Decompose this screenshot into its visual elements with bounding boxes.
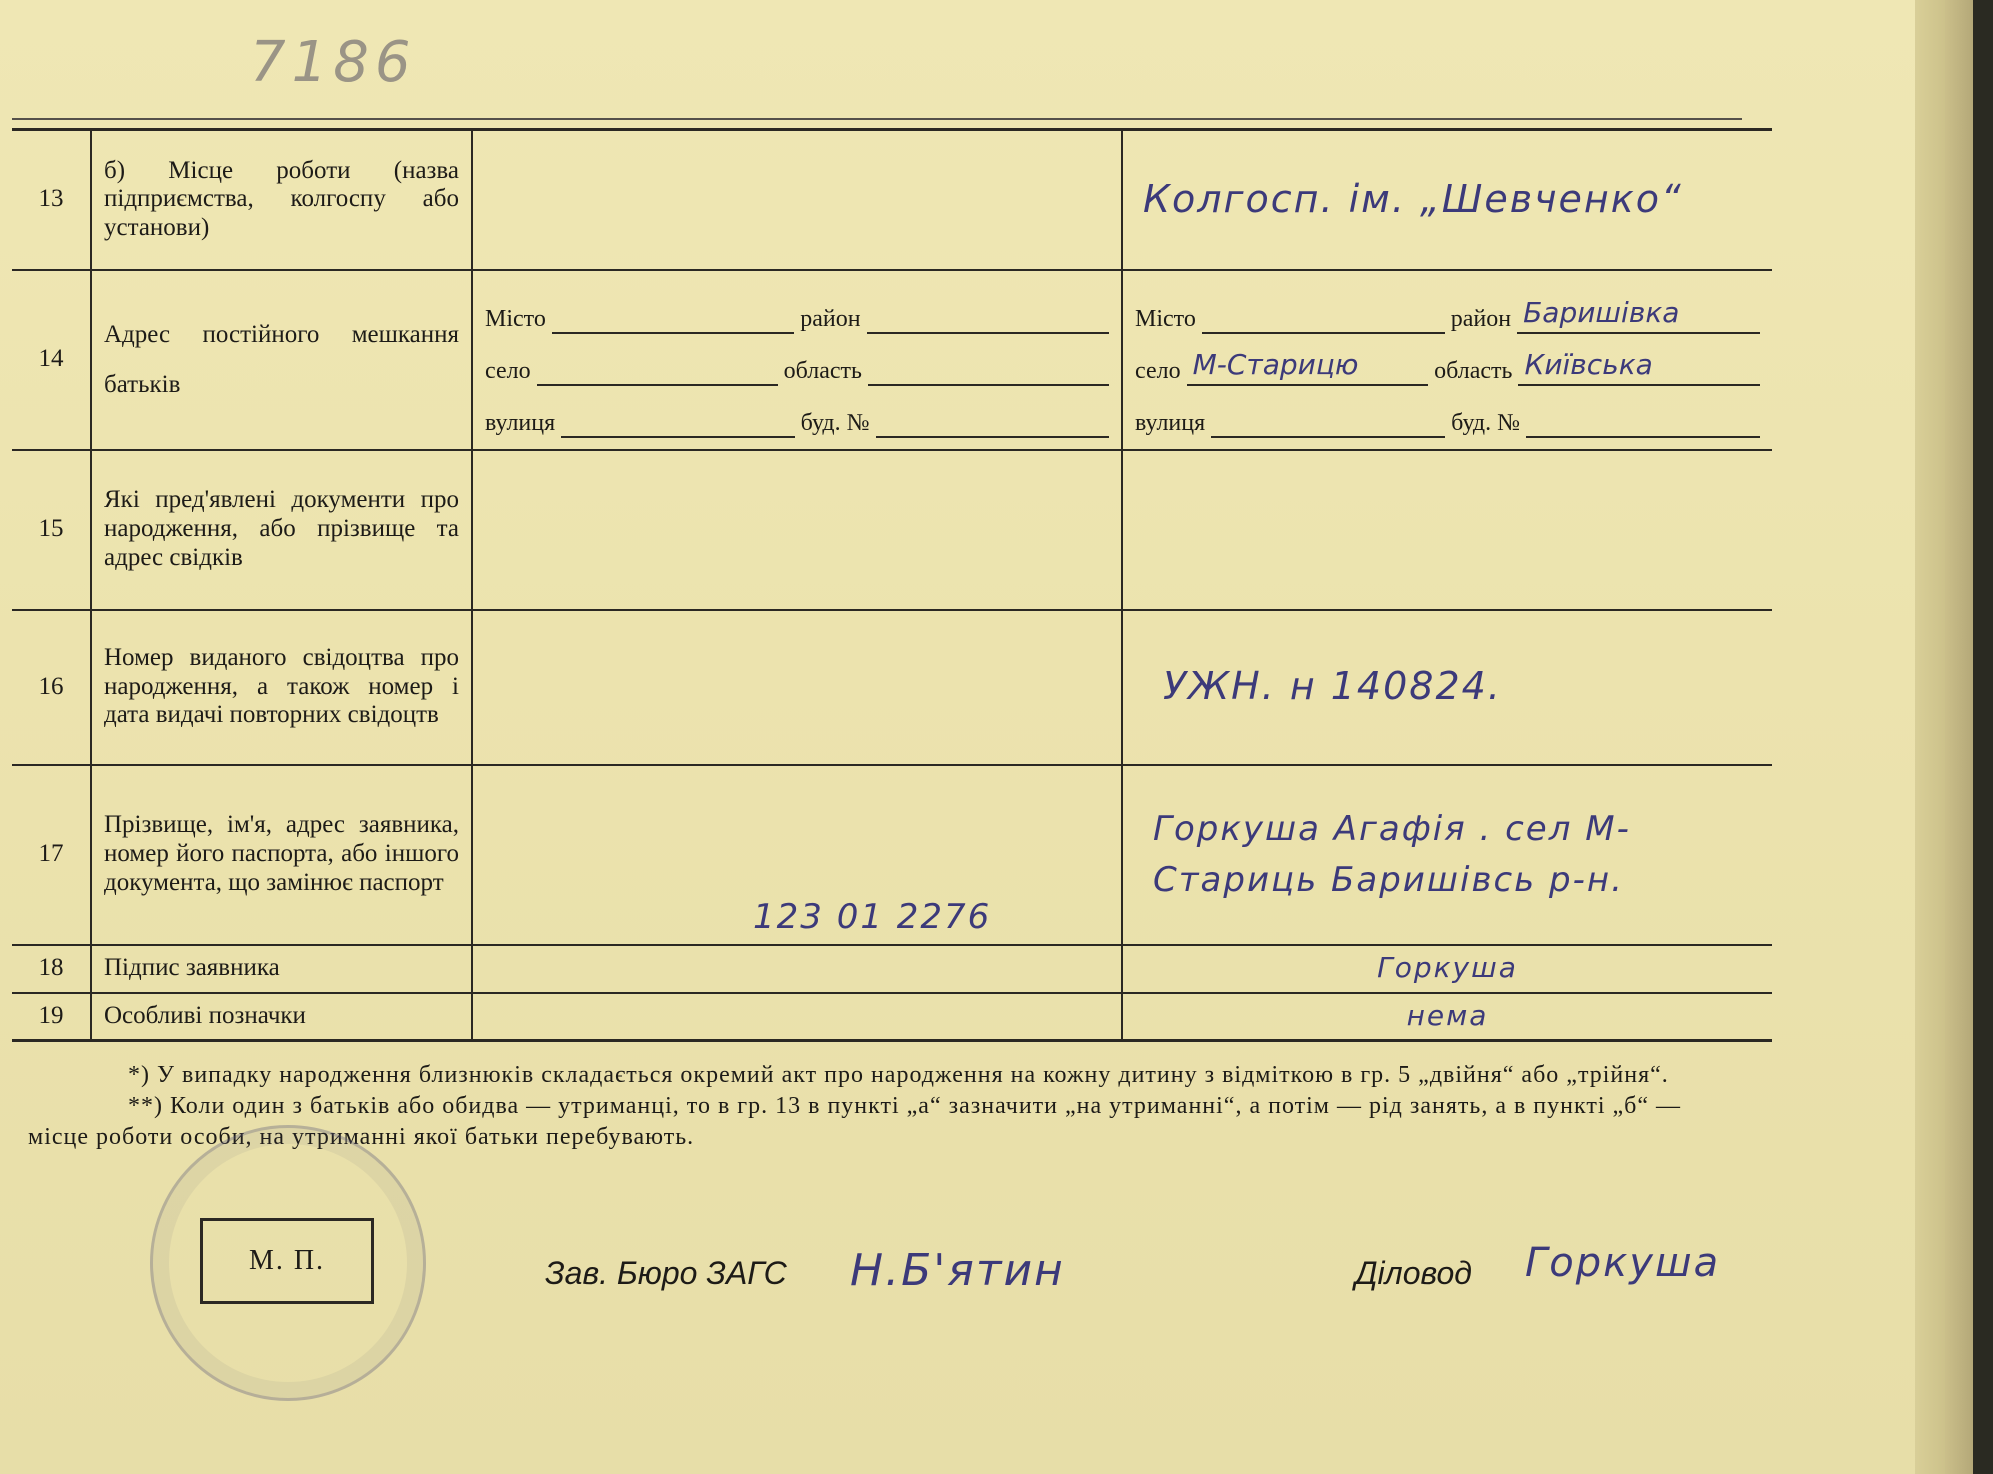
row-label: б) Місце роботи (назва підприємства, колгоспу або установи)	[91, 130, 472, 270]
archive-number: 7186	[250, 30, 417, 95]
head-label: Зав. Бюро ЗАГС	[545, 1255, 787, 1291]
row-number: 19	[12, 993, 91, 1041]
village-value: М-Старицю	[1192, 348, 1359, 382]
row-value-mid	[472, 130, 1122, 270]
row-value-mid	[472, 450, 1122, 610]
stamp-place-box	[200, 1218, 374, 1304]
city-label: Місто	[485, 305, 546, 332]
street-label: вулиця	[485, 409, 556, 436]
row-label: Підпис заявника	[91, 945, 472, 993]
row-value-right	[1122, 610, 1772, 765]
head-signature: Н.Б'ятин	[850, 1245, 1065, 1296]
row-value-right	[1122, 993, 1772, 1041]
table-row	[12, 993, 1772, 1041]
row-value-right	[1122, 945, 1772, 993]
handwritten-value: Колгосп. ім. „Шевченко“	[1143, 176, 1683, 221]
row-label: Особливі позначки	[91, 993, 472, 1041]
street-label: вулиця	[1135, 409, 1206, 436]
village-label: село	[1135, 357, 1181, 384]
divider	[12, 118, 1742, 120]
region-label: область	[1434, 357, 1513, 384]
table-row	[12, 270, 1772, 450]
table-row	[12, 945, 1772, 993]
region-label: область	[783, 357, 862, 384]
row-number: 13	[12, 130, 91, 270]
passport-number: 123 01 2276	[753, 897, 992, 938]
page-edge	[1945, 0, 1973, 1474]
table-row	[12, 450, 1772, 610]
row-label: Номер виданого свідоцтва про народження, а також номер і дата видачі повторних свідоцтв	[91, 610, 472, 765]
row-value-right	[1122, 765, 1772, 945]
footnote-2: **) Коли один з батьків або обидва — утриманці, то в гр. 13 в пункті „а“ зазначити „на утриманні“, а потім — рід занять, а в пункті „б“ — місце роботи особи, на утриманні якої батьки перебувають.	[28, 1093, 1681, 1151]
handwritten-value: УЖН. н 140824.	[1163, 664, 1502, 709]
city-label: Місто	[1135, 305, 1196, 332]
record-table	[12, 128, 1772, 1042]
row-label: Адрес постійного мешкання батьків	[91, 270, 472, 450]
row-number: 18	[12, 945, 91, 993]
house-label: буд. №	[1451, 409, 1521, 436]
district-value: Баришівка	[1523, 296, 1680, 330]
address-fields-mid	[472, 270, 1122, 450]
village-label: село	[485, 357, 531, 384]
district-label: район	[800, 305, 861, 332]
row-label: Прізвище, ім'я, адрес заявника, номер його паспорта, або іншого документа, що замінює паспорт	[91, 765, 472, 945]
table-row	[12, 130, 1772, 270]
row-number: 16	[12, 610, 91, 765]
district-label: район	[1450, 305, 1512, 332]
footnote-1: *) У випадку народження близнюків складається окремий акт про народження на кожну дитину з відміткою в гр. 5 „двійня“ або „трійня“.	[128, 1062, 1669, 1088]
row-value-mid	[472, 945, 1122, 993]
row-value-mid	[472, 993, 1122, 1041]
row-number: 15	[12, 450, 91, 610]
row-value-right	[1122, 130, 1772, 270]
address-fields-right	[1122, 270, 1772, 450]
row-number: 14	[12, 270, 91, 450]
clerk-label: Діловод	[1355, 1255, 1472, 1291]
row-label: Які пред'явлені документи про народження, або прізвище та адрес свідків	[91, 450, 472, 610]
row-value-right	[1122, 450, 1772, 610]
handwritten-value: Горкуша Агафія . сел М-Стариць Баришівсь р-н.	[1153, 808, 1631, 900]
applicant-signature: Горкуша	[1377, 951, 1518, 985]
house-label: буд. №	[800, 409, 870, 436]
special-notes-value: нема	[1406, 998, 1489, 1032]
row-number: 17	[12, 765, 91, 945]
table-row	[12, 765, 1772, 945]
row-value-mid	[472, 765, 1122, 945]
stamp-label: М. П.	[248, 1245, 326, 1276]
table-row	[12, 610, 1772, 765]
clerk-signature: Горкуша	[1525, 1240, 1721, 1286]
region-value: Київська	[1524, 348, 1653, 382]
row-value-mid	[472, 610, 1122, 765]
